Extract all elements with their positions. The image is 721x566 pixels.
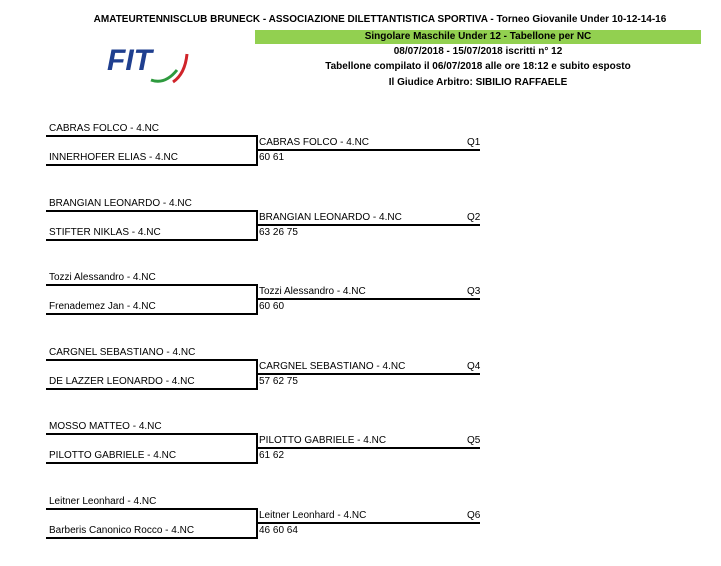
match-winner: Leitner Leonhard - 4.NC [259, 510, 367, 521]
match-score: 63 26 75 [259, 227, 298, 238]
match-block [0, 121, 721, 191]
match-player1: Leitner Leonhard - 4.NC [49, 496, 157, 507]
fit-logo-arc-red [173, 54, 187, 82]
match-line-winner [258, 149, 480, 151]
match-line-winner [258, 447, 480, 449]
match-score: 57 62 75 [259, 376, 298, 387]
match-line-top [46, 433, 258, 435]
match-block [0, 494, 721, 564]
match-slot-label: Q6 [467, 510, 481, 521]
match-player2: DE LAZZER LEONARDO - 4.NC [49, 376, 195, 387]
event-title-band: Singolare Maschile Under 12 - Tabellone per NC [255, 30, 701, 44]
match-winner: BRANGIAN LEONARDO - 4.NC [259, 212, 402, 223]
match-player1: CABRAS FOLCO - 4.NC [49, 123, 160, 134]
match-slot-label: Q5 [467, 435, 481, 446]
event-dates: 08/07/2018 - 15/07/2018 iscritti n° 12 [393, 46, 563, 57]
match-block [0, 270, 721, 340]
match-winner: Tozzi Alessandro - 4.NC [259, 286, 366, 297]
match-line-winner [258, 522, 480, 524]
fit-logo-text: FIT [107, 44, 152, 77]
tournament-title: AMATEURTENNISCLUB BRUNECK - ASSOCIAZIONE DILETTANTISTICA SPORTIVA - Torneo Giovanile Under 10-12-14-16 [93, 14, 667, 25]
match-line-top [46, 359, 258, 361]
match-player1: CARGNEL SEBASTIANO - 4.NC [49, 347, 196, 358]
match-score: 60 61 [259, 152, 285, 163]
match-player2: Frenademez Jan - 4.NC [49, 301, 156, 312]
match-score: 46 60 64 [259, 525, 298, 536]
fit-logo-arc-green [151, 70, 177, 81]
match-line-bottom [46, 462, 258, 464]
fit-logo [107, 40, 191, 86]
match-slot-label: Q2 [467, 212, 481, 223]
match-winner: CABRAS FOLCO - 4.NC [259, 137, 370, 148]
match-line-top [46, 210, 258, 212]
match-player1: Tozzi Alessandro - 4.NC [49, 272, 156, 283]
match-player2: INNERHOFER ELIAS - 4.NC [49, 152, 178, 163]
match-slot-label: Q3 [467, 286, 481, 297]
referee-name: Il Giudice Arbitro: SIBILIO RAFFAELE [388, 77, 568, 88]
match-score: 61 62 [259, 450, 285, 461]
match-slot-label: Q4 [467, 361, 481, 372]
match-player1: BRANGIAN LEONARDO - 4.NC [49, 198, 192, 209]
match-line-top [46, 508, 258, 510]
match-line-bottom [46, 239, 258, 241]
match-winner: PILOTTO GABRIELE - 4.NC [259, 435, 387, 446]
match-player2: PILOTTO GABRIELE - 4.NC [49, 450, 177, 461]
match-player2: Barberis Canonico Rocco - 4.NC [49, 525, 195, 536]
draw-compiled-note: Tabellone compilato il 06/07/2018 alle ore 18:12 e subito esposto [325, 61, 631, 72]
match-slot-label: Q1 [467, 137, 481, 148]
match-line-bottom [46, 388, 258, 390]
match-block [0, 419, 721, 489]
match-line-winner [258, 298, 480, 300]
match-block [0, 196, 721, 266]
match-line-bottom [46, 313, 258, 315]
match-line-bottom [46, 164, 258, 166]
match-line-bottom [46, 537, 258, 539]
match-line-winner [258, 224, 480, 226]
match-line-top [46, 135, 258, 137]
match-line-winner [258, 373, 480, 375]
match-line-top [46, 284, 258, 286]
match-winner: CARGNEL SEBASTIANO - 4.NC [259, 361, 406, 372]
match-player2: STIFTER NIKLAS - 4.NC [49, 227, 161, 238]
match-score: 60 60 [259, 301, 285, 312]
match-player1: MOSSO MATTEO - 4.NC [49, 421, 162, 432]
match-block [0, 345, 721, 415]
